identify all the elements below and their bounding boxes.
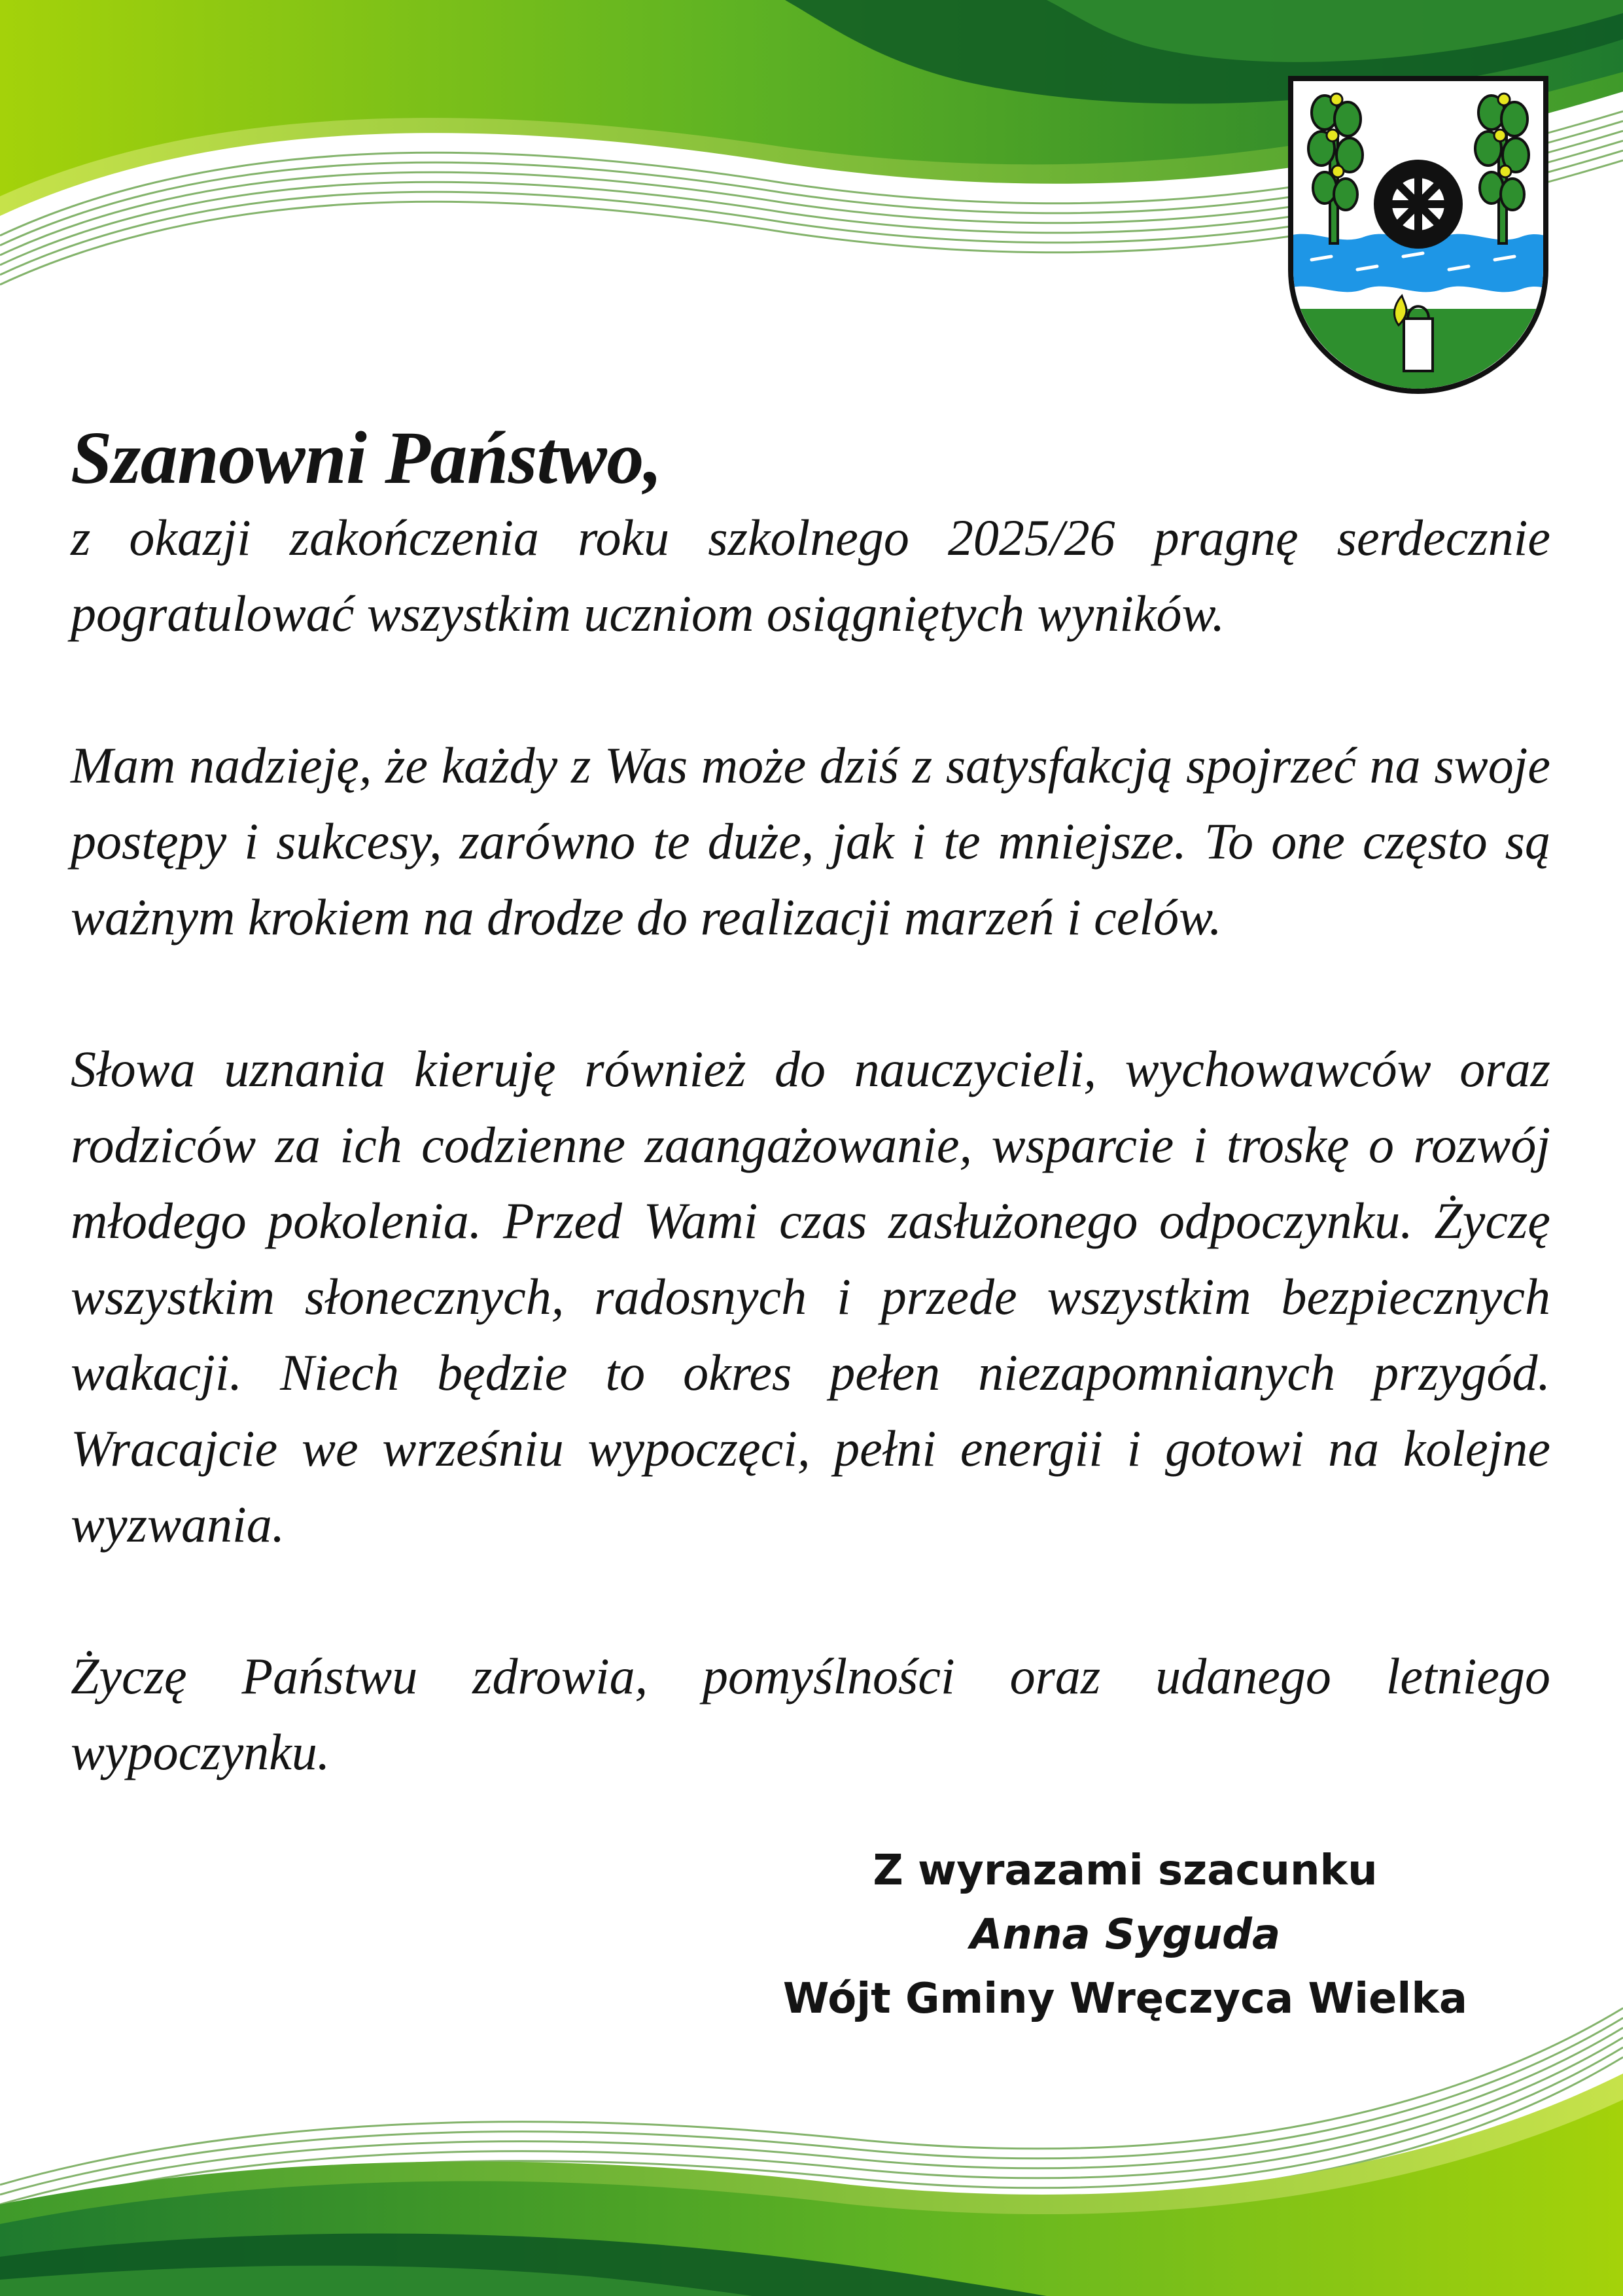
letter-paragraph: z okazji zakończenia roku szkolnego 2025/26 pragnę serdecznie pogratulować wszystkim uczniom osiągniętych wyników. (71, 509, 1550, 642)
signature-title: Wójt Gminy Wręczyca Wielka (782, 1975, 1468, 2023)
letter-paragraph: Życzę Państwu zdrowia, pomyślności oraz udanego letniego wypoczynku. (71, 1648, 1550, 1780)
letter-paragraph: Mam nadzieję, że każdy z Was może dziś z satysfakcją spojrzeć na swoje postępy i sukcesy, zarówno te duże, jak i te mniejsze. To one często są ważnym krokiem na drodze do realizacji marzeń i celów. (71, 737, 1550, 945)
letter-greeting: Szanowni Państwo, (71, 416, 662, 499)
letter-paragraph: Słowa uznania kieruję również do nauczycieli, wychowawców oraz rodziców za ich codzienne zaangażowanie, wsparcie i troskę o rozwój młodego pokolenia. Przed Wami czas zasłużonego odpoczynku. Życzę wszystkim słonecznych, radosnych i przede wszystkim bezpiecznych wakacji. Niech będzie to okres pełen niezapomnianych przygód. Wracajcie we wrześniu wypoczęci, pełni energii i gotowi na kolejne wyzwania. (71, 1040, 1550, 1553)
coat-of-arms-icon (1285, 73, 1551, 397)
signature-name: Anna Syguda (969, 1911, 1281, 1959)
letter-body (71, 412, 1550, 1866)
bottom-wave-decoration (0, 1988, 1623, 2296)
signature-closing: Z wyrazami szacunku (873, 1846, 1378, 1895)
